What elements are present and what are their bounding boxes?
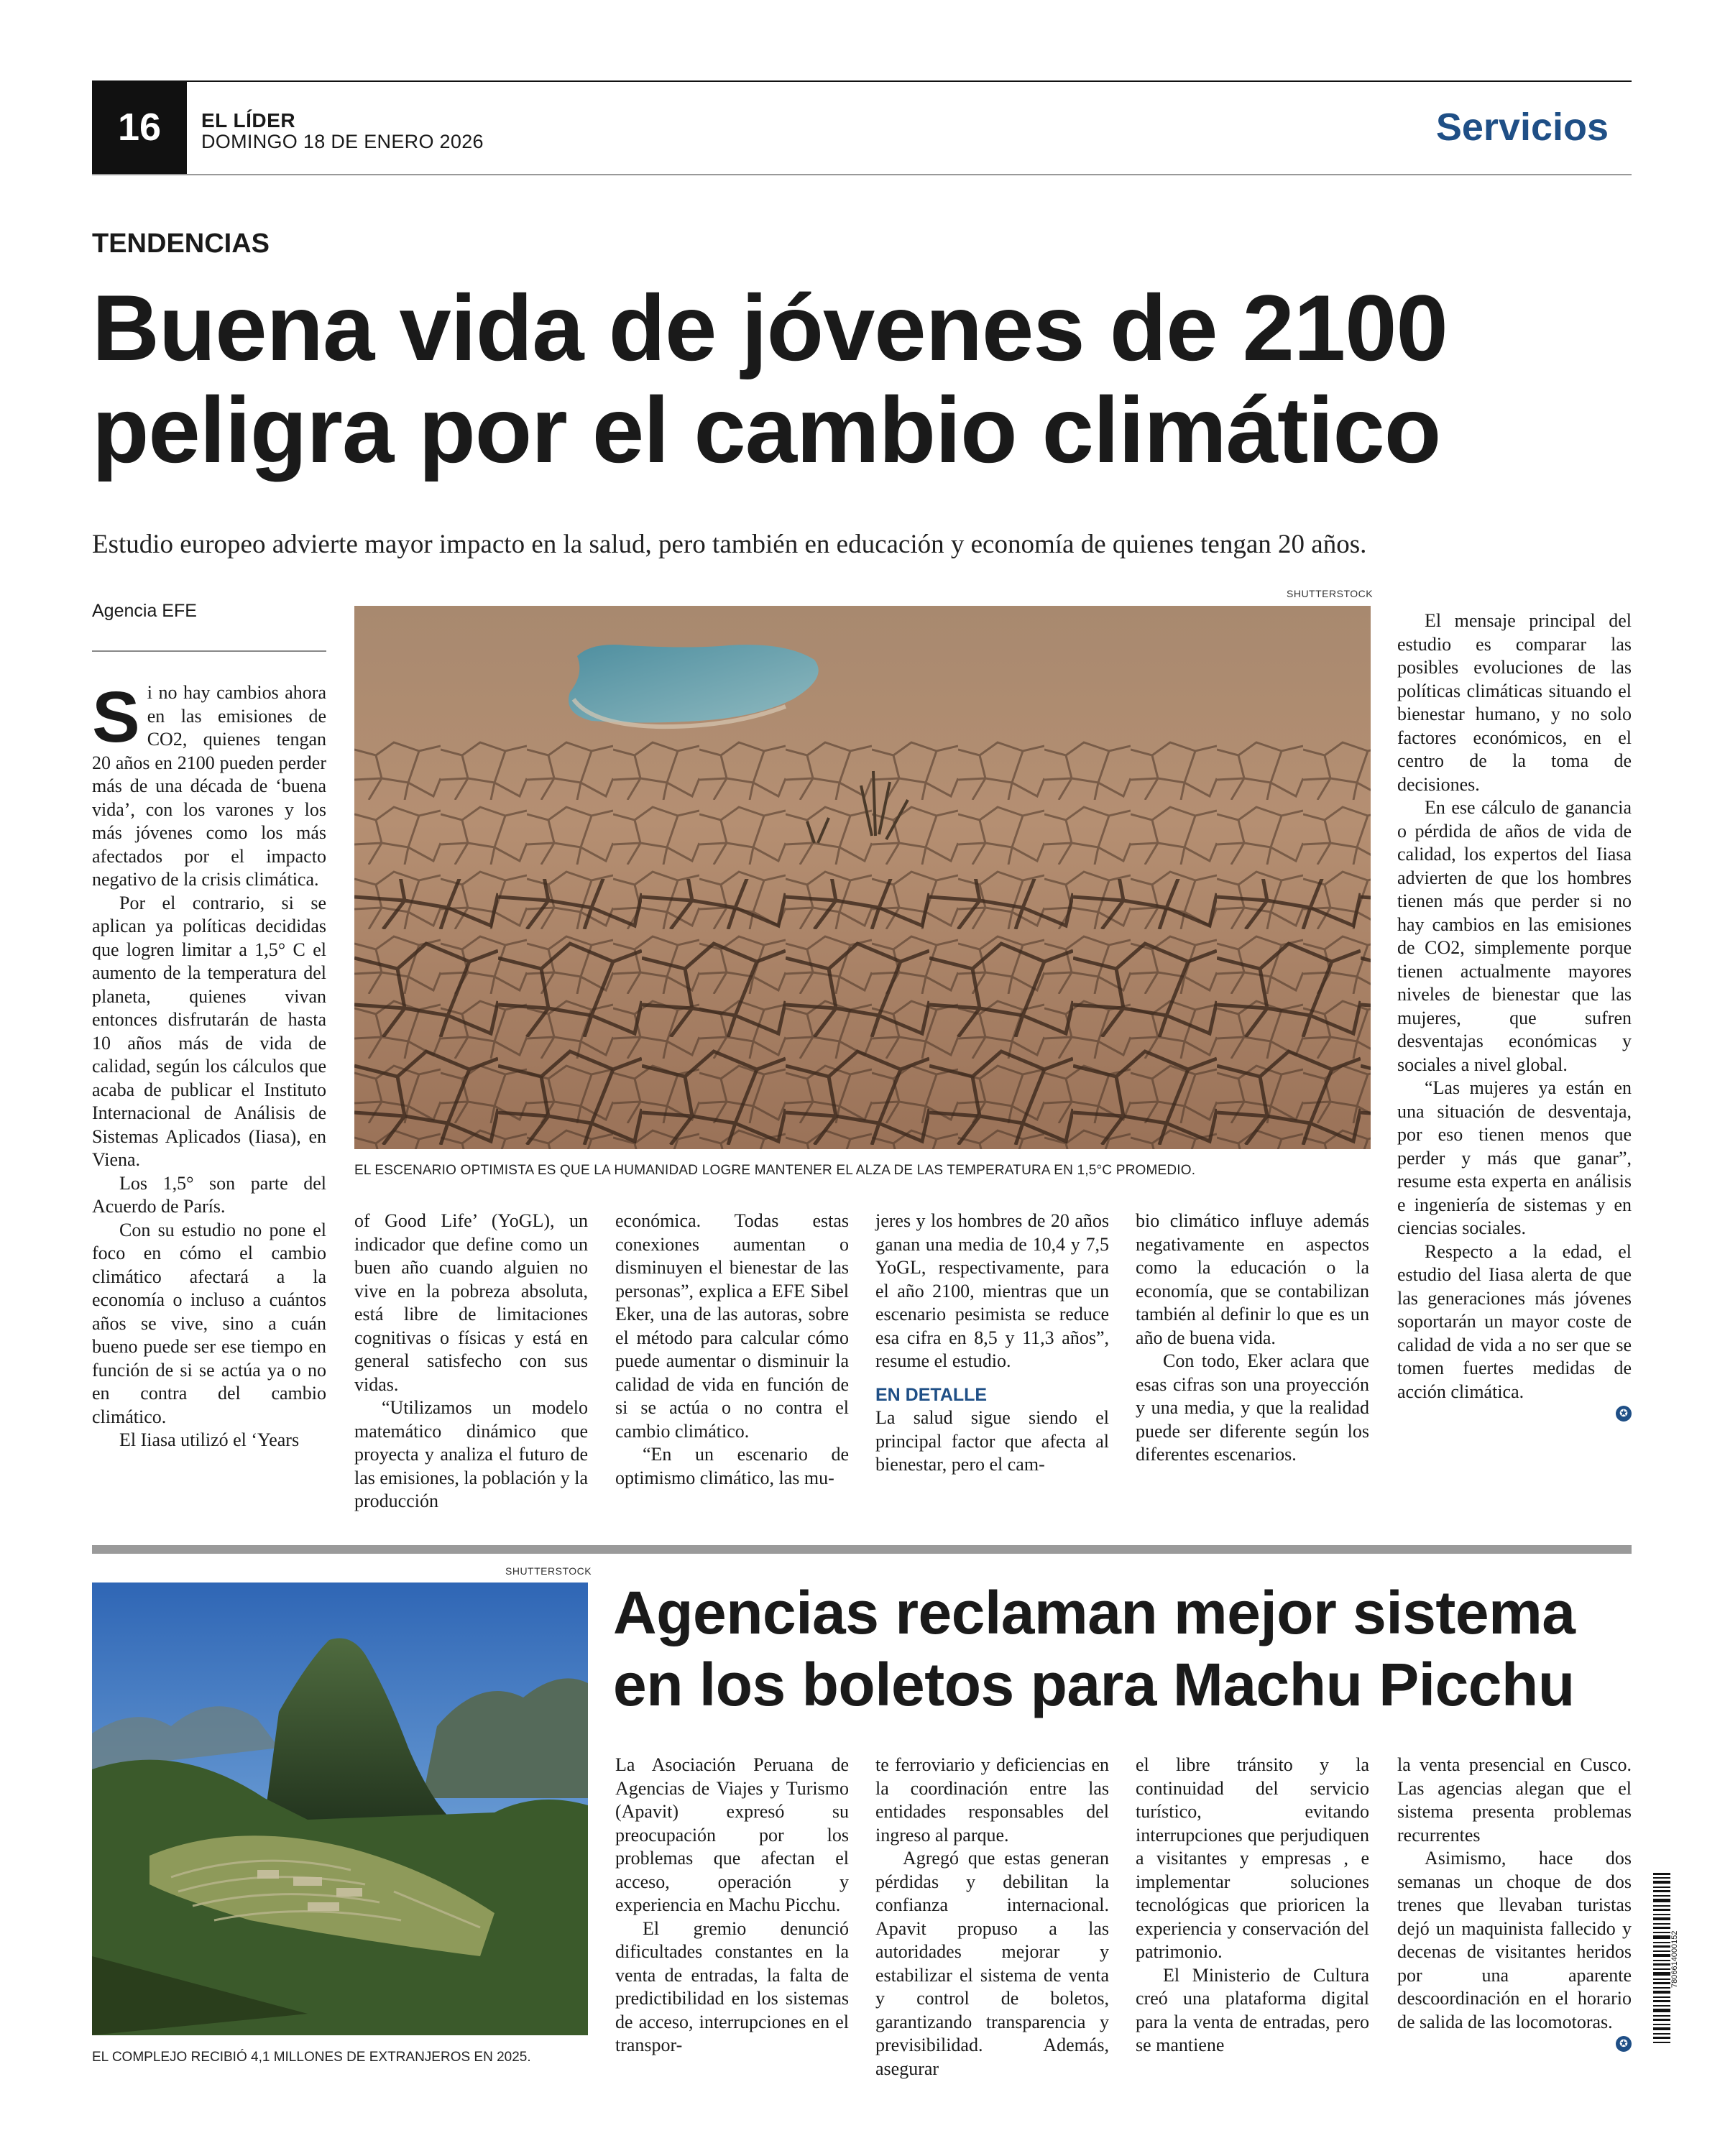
article2-column-2 <box>875 1754 1109 2081</box>
paragraph: El gremio denunció dificultades constantes en la venta de entradas, la falta de predictibilidad en los sistemas de acceso, interrupciones en el transpor- <box>615 1917 849 2055</box>
paragraph: El mensaje principal del estudio es comparar las posibles evoluciones de las políticas climáticas situando el bienestar humano, y no solo factores económicos, en el centro de la toma de decisiones. <box>1397 610 1632 795</box>
section-title: Servicios <box>1435 106 1609 149</box>
end-of-article-icon: ✪ <box>1616 2036 1632 2052</box>
article1-column-5 <box>1136 1210 1369 1467</box>
paragraph: of Good Life’ (YoGL), un indicador que define como un buen año cuando alguien no vive en la pobreza absoluta, está libre de limitaciones cognitivas o físicas y está en general satisfecho con sus vidas. <box>354 1210 588 1395</box>
paragraph: bio climático influye además negativamente en aspectos como la educación o la economía, que se contabilizan también al definir lo que es un año de buena vida. <box>1136 1210 1369 1348</box>
paragraph: La salud sigue siendo el principal factor que afecta al bienestar, pero el cam- <box>875 1407 1109 1475</box>
paragraph: El Iiasa utilizó el ‘Years <box>119 1429 300 1450</box>
photo-credit: SHUTTERSTOCK <box>505 1565 592 1577</box>
article1-column-3 <box>615 1210 849 1490</box>
paragraph: “Las mujeres ya están en una situación de desventaja, por eso tienen menos que perder y más que ganar”, resume esta experta en análisis e ingeniería de sistemas y en ciencias sociales. <box>1397 1077 1632 1238</box>
article-subheadline: Estudio europeo advierte mayor impacto en la salud, pero también en educación y economía de quienes tengan 20 años. <box>92 530 1367 559</box>
article-headline: Agencias reclaman mejor sistema en los boletos para Machu Picchu <box>613 1579 1576 1718</box>
paragraph: El Ministerio de Cultura creó una plataforma digital para la venta de entradas, pero se mantiene <box>1136 1964 1369 2055</box>
header-bottom-rule <box>92 174 1632 175</box>
paragraph: Los 1,5° son parte del Acuerdo de París. <box>92 1172 326 1217</box>
mountain-ruins-image <box>92 1583 588 2035</box>
drop-cap: S <box>92 677 140 757</box>
barcode <box>1653 1873 1679 2045</box>
article-kicker: TENDENCIAS <box>92 229 270 259</box>
article2-column-4 <box>1397 1754 1632 2055</box>
paragraph: i no hay cambios ahora en las emisiones de CO2, quienes tengan 20 años en 2100 pueden perder más de una década de ‘buena vida’, con los varones y los más jóvenes como los más afectados por el impacto negativo de la crisis climática. <box>92 682 326 890</box>
issue-date: DOMINGO 18 DE ENERO 2026 <box>201 131 484 152</box>
paragraph: jeres y los hombres de 20 años ganan una media de 10,4 y 7,5 YoGL, respectivamente, para el año 2100, mientras que un escenario pesimista se reduce esa cifra en 8,5 y 11,3 años”, resume el estudio. <box>875 1210 1109 1371</box>
paragraph: económica. Todas estas conexiones aumentan o disminuyen el bienestar de las personas”, explica a EFE Sibel Eker, una de las autoras, sobre el método para calcular cómo puede aumentar o disminuir la calidad de vida en función de si se actúa o no contra el cambio climático. <box>615 1210 849 1442</box>
article1-column-4 <box>875 1210 1109 1477</box>
photo-credit: SHUTTERSTOCK <box>1287 588 1374 599</box>
paragraph: te ferroviario y deficiencias en la coordinación entre las entidades responsables del ingreso al parque. <box>875 1754 1109 1846</box>
paragraph: Por el contrario, si se aplican ya políticas decididas que logren limitar a 1,5° C el aumento de la temperatura del planeta, quienes vivan entonces disfrutarán de hasta 10 años más de vida de calidad, según los cálculos que acaba de publicar el Instituto Internacional de Análisis de Sistemas Aplicados (Iiasa), en Viena. <box>92 892 326 1170</box>
in-detail-subhead: EN DETALLE <box>875 1384 988 1405</box>
article1-column-6 <box>1397 609 1632 1424</box>
paragraph: Con todo, Eker aclara que esas cifras son una proyección y una media, y que la realidad puede ser diferente según los diferentes escenarios. <box>1136 1350 1369 1465</box>
cracked-earth-image <box>354 606 1371 1149</box>
drought-photo <box>354 606 1371 1149</box>
article2-column-3 <box>1136 1754 1369 2058</box>
article-headline: Buena vida de jóvenes de 2100 peligra por el cambio climático <box>92 275 1448 482</box>
byline-rule <box>92 650 326 652</box>
end-of-article-icon: ✪ <box>1616 1406 1632 1422</box>
photo-caption: EL COMPLEJO RECIBIÓ 4,1 MILLONES DE EXTRANJEROS EN 2025. <box>92 2050 531 2065</box>
paragraph: Respecto a la edad, el estudio del Iiasa alerta de que las generaciones más jóvenes soportarán un mayor coste de calidad de vida a no ser que se tomen fuertes medidas de acción climática. <box>1397 1240 1632 1402</box>
paragraph: la venta presencial en Cusco. Las agencias alegan que el sistema presenta problemas recurrentes <box>1397 1754 1632 1846</box>
machu-picchu-photo <box>92 1583 588 2035</box>
paragraph: el libre tránsito y la continuidad del servicio turístico, evitando interrupciones que perjudiquen a visitantes y empresas , e implementar soluciones tecnológicas que prioricen la experiencia y conservación del patrimonio. <box>1136 1754 1369 1962</box>
paragraph: Agregó que estas generan pérdidas y debilitan la confianza internacional. Apavit propuso a las autoridades mejorar y estabilizar el sistema de venta y control de boletos, garantizando transparencia y previsibilidad. Además, asegurar <box>875 1848 1109 2079</box>
article1-column-2 <box>354 1210 588 1514</box>
article1-column-1 <box>92 677 326 1452</box>
paragraph: La Asociación Peruana de Agencias de Viajes y Turismo (Apavit) expresó su preocupación por los problemas que afectan el acceso, operación y experiencia en Machu Picchu. <box>615 1754 849 1915</box>
header-top-rule <box>92 80 1632 82</box>
paragraph: Con su estudio no pone el foco en cómo el cambio climático afectará a la economía o incluso a cuántos años se vive, sino a cuán bueno puede ser ese tiempo en función de si se actúa ya o no en contra del cambio climático. <box>92 1219 326 1427</box>
barcode-number: 7806614000152 <box>1670 1930 1679 1988</box>
byline: Agencia EFE <box>92 601 197 621</box>
paragraph: “En un escenario de optimismo climático, las mu- <box>615 1444 849 1488</box>
paragraph: En ese cálculo de ganancia o pérdida de años de vida de calidad, los expertos del Iiasa advierten de que los hombres tienen más que perder si no hay cambios en las emisiones de CO2, simplemente porque tienen actualmente mayores niveles de bienestar que las mujeres, que sufren desventajas económicas y sociales a nivel global. <box>1397 797 1632 1075</box>
article-separator <box>92 1545 1632 1554</box>
paragraph: Asimismo, hace dos semanas un choque de dos trenes que llevaban turistas dejó un maquinista fallecido y decenas de visitantes heridos por una aparente descoordinación en el horario de salida de las locomotoras. <box>1397 1848 1632 2032</box>
newspaper-name: EL LÍDER <box>201 109 296 132</box>
paragraph: “Utilizamos un modelo matemático dinámico que proyecta y analiza el futuro de las emisiones, la población y la producción <box>354 1397 588 1511</box>
photo-caption: EL ESCENARIO OPTIMISTA ES QUE LA HUMANIDAD LOGRE MANTENER EL ALZA DE LAS TEMPERATURA EN 1,5°C PROMEDIO. <box>354 1163 1196 1178</box>
article2-column-1 <box>615 1754 849 2058</box>
page-number: 16 <box>92 80 187 174</box>
